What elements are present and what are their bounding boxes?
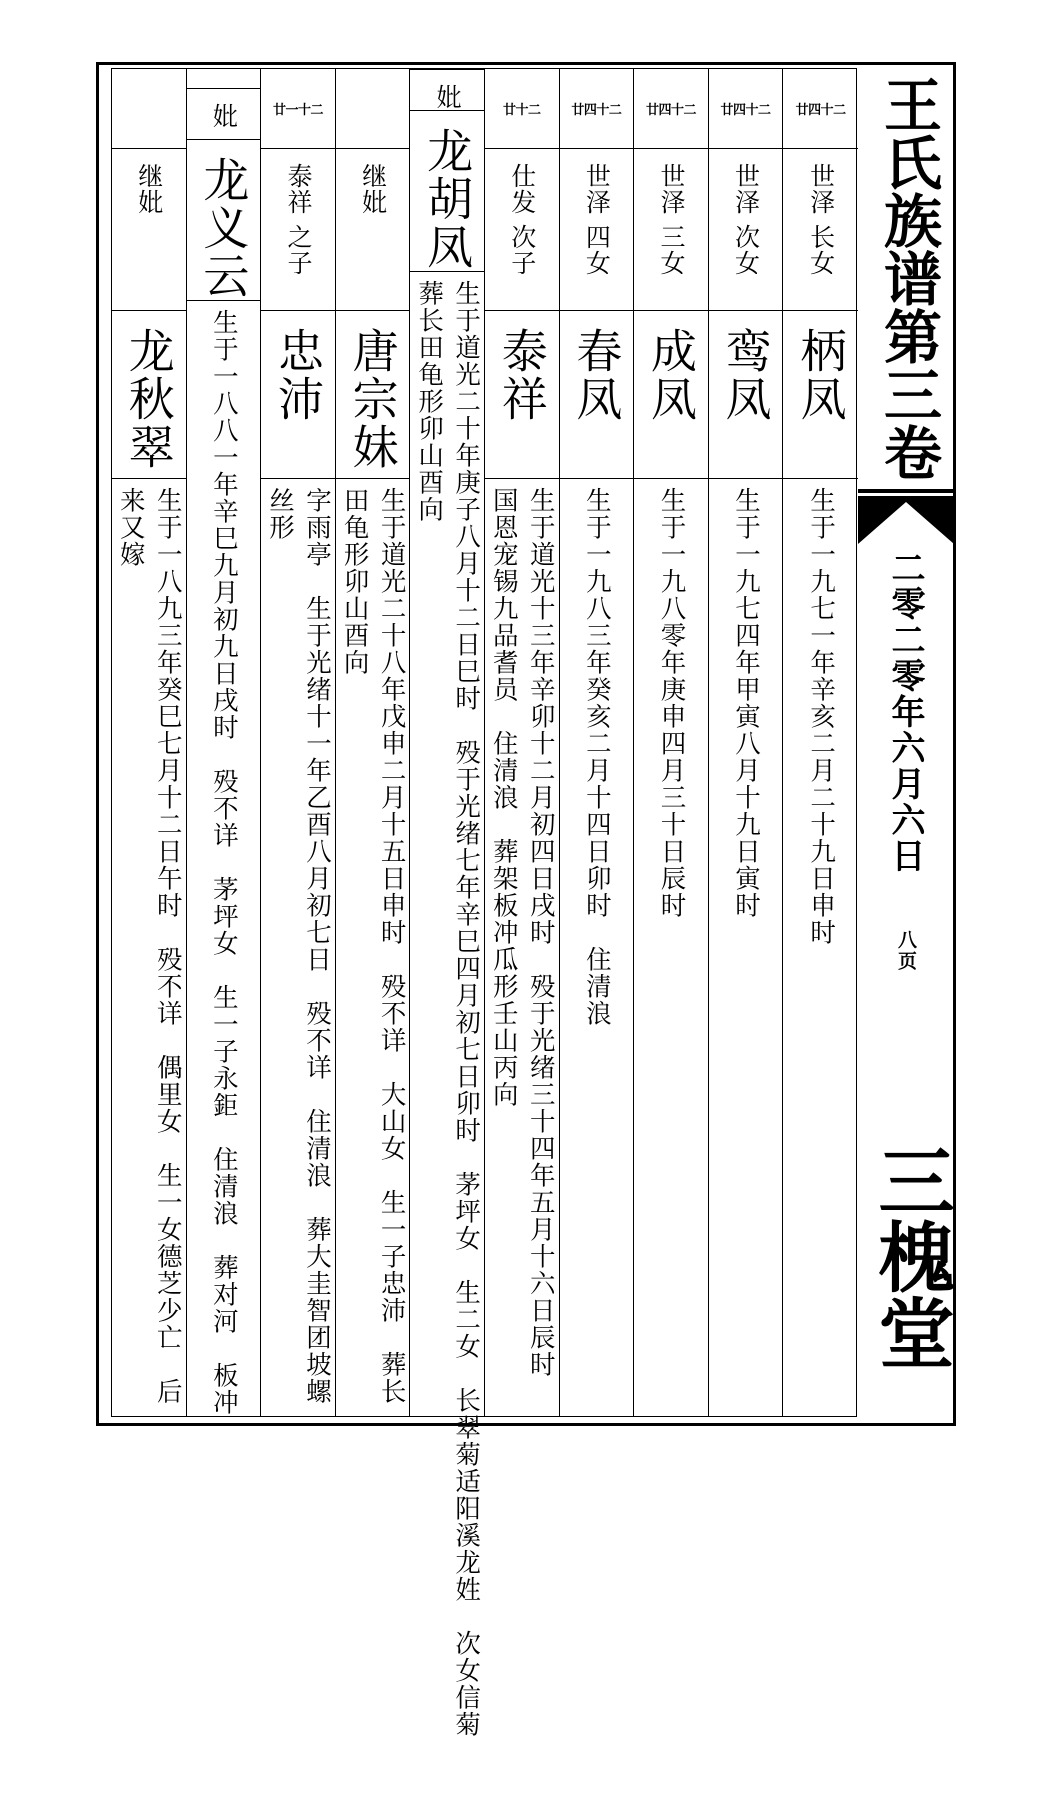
record-column bbox=[261, 69, 336, 1416]
record-column bbox=[560, 69, 635, 1416]
generation-cell: 廿四十二 bbox=[783, 69, 858, 149]
person-name: 龙胡凤 bbox=[420, 127, 474, 271]
name-cell bbox=[336, 311, 410, 479]
description-cell bbox=[709, 479, 783, 1416]
record-column bbox=[187, 69, 262, 1416]
relation-text: 泰祥 之子 bbox=[284, 163, 312, 310]
description-cell bbox=[336, 479, 410, 1416]
description-text: 生于一九八三年癸亥二月十四日卯时 住清浪 bbox=[578, 487, 615, 1416]
description-cell bbox=[261, 479, 335, 1416]
relation-cell bbox=[112, 149, 186, 311]
name-cell bbox=[112, 311, 186, 479]
fishtail-ornament bbox=[858, 496, 954, 546]
record-column bbox=[709, 69, 784, 1416]
relation-text: 继妣 bbox=[135, 163, 163, 310]
description-cell bbox=[634, 479, 708, 1416]
generation-cell: 廿四十二 bbox=[634, 69, 708, 149]
relation-text: 妣 bbox=[209, 103, 237, 139]
name-cell bbox=[485, 311, 559, 479]
description-cell bbox=[187, 301, 261, 1416]
description-cell bbox=[485, 479, 559, 1416]
generation-cell bbox=[336, 69, 410, 149]
description-text: 生于道光二十年庚子八月十二日巳时 殁于光绪七年辛巳四月初七日卯时 茅坪女 生二女 长翠菊适阳溪龙姓 次女信菊 葬长田龟形卯山酉向 bbox=[410, 280, 484, 1753]
relation-cell bbox=[410, 70, 484, 111]
name-cell bbox=[410, 111, 484, 272]
person-name: 春凤 bbox=[569, 327, 623, 478]
generation-cell: 廿一十二 bbox=[261, 69, 335, 149]
description-cell bbox=[560, 479, 634, 1416]
description-text: 生于道光二十八年戊申二月十五日申时 殁不详 大山女 生一子忠沛 葬长田龟形卯山酉向 bbox=[336, 487, 410, 1416]
relation-cell bbox=[187, 89, 261, 140]
relation-text: 世泽 长女 bbox=[807, 163, 835, 310]
relation-text: 世泽 四女 bbox=[582, 163, 610, 310]
record-column bbox=[112, 69, 187, 1416]
page-number: 八页 bbox=[888, 930, 924, 972]
description-text: 生于一八八一年辛巳九月初九日戌时 殁不详 茅坪女 生一子永鉅 住清浪 葬对河 板冲 bbox=[205, 309, 242, 1416]
relation-cell bbox=[709, 149, 783, 311]
name-cell bbox=[261, 311, 335, 479]
description-text: 生于道光十三年辛卯十二月初四日戌时 殁于光绪三十四年五月十六日辰时 国恩宠锡九品耆员 住清浪 葬架板冲瓜形壬山丙向 bbox=[485, 487, 559, 1416]
record-column bbox=[634, 69, 709, 1416]
record-column bbox=[783, 69, 858, 1416]
relation-cell bbox=[336, 149, 410, 311]
person-name: 唐宗妹 bbox=[346, 327, 400, 478]
relation-text: 仕发 次子 bbox=[508, 163, 536, 310]
name-cell bbox=[560, 311, 634, 479]
relation-cell bbox=[261, 149, 335, 311]
person-name: 泰祥 bbox=[495, 327, 549, 478]
record-column bbox=[485, 69, 560, 1416]
description-text: 字雨亭 生于光绪十一年乙酉八月初七日 殁不详 住清浪 葬大圭智团坡螺丝形 bbox=[261, 487, 335, 1416]
title-rule bbox=[858, 489, 954, 493]
name-cell bbox=[634, 311, 708, 479]
description-text: 生于一九八零年庚申四月三十日辰时 bbox=[652, 487, 689, 1416]
relation-cell bbox=[783, 149, 858, 311]
relation-text: 世泽 次女 bbox=[732, 163, 760, 310]
name-cell bbox=[783, 311, 858, 479]
person-name: 成凤 bbox=[644, 327, 698, 478]
generation-cell bbox=[112, 69, 186, 149]
description-cell bbox=[783, 479, 858, 1416]
record-column bbox=[410, 69, 485, 1416]
genealogy-table bbox=[111, 68, 857, 1417]
person-name: 鸾凤 bbox=[719, 327, 773, 478]
relation-cell bbox=[485, 149, 559, 311]
hall-name: 三槐堂 bbox=[864, 1142, 956, 1412]
person-name: 龙义云 bbox=[196, 156, 250, 300]
description-text: 生于一九七一年辛亥二月二十九日申时 bbox=[802, 487, 839, 1416]
description-text: 生于一八九三年癸巳七月十二日午时 殁不详 偶里女 生一女德芝少亡 后来又嫁 bbox=[112, 487, 186, 1416]
book-title: 王氏族谱第三卷 bbox=[868, 75, 948, 481]
generation-cell bbox=[187, 69, 261, 89]
generation-cell: 廿四十二 bbox=[560, 69, 634, 149]
relation-cell bbox=[560, 149, 634, 311]
relation-text: 继妣 bbox=[359, 163, 387, 310]
record-column bbox=[336, 69, 411, 1416]
person-name: 忠沛 bbox=[271, 327, 325, 478]
relation-cell bbox=[634, 149, 708, 311]
description-text: 生于一九七四年甲寅八月十九日寅时 bbox=[727, 487, 764, 1416]
description-cell bbox=[112, 479, 186, 1416]
name-cell bbox=[187, 140, 261, 301]
relation-text: 世泽 三女 bbox=[657, 163, 685, 310]
name-cell bbox=[709, 311, 783, 479]
publication-date: 二零二零年六月六日 bbox=[870, 550, 940, 874]
description-cell bbox=[410, 272, 484, 1753]
generation-cell: 廿四十二 bbox=[709, 69, 783, 149]
relation-text: 妣 bbox=[433, 84, 461, 110]
person-name: 柄凤 bbox=[794, 327, 848, 478]
person-name: 龙秋翠 bbox=[122, 327, 176, 478]
generation-cell: 廿十二 bbox=[485, 69, 559, 149]
